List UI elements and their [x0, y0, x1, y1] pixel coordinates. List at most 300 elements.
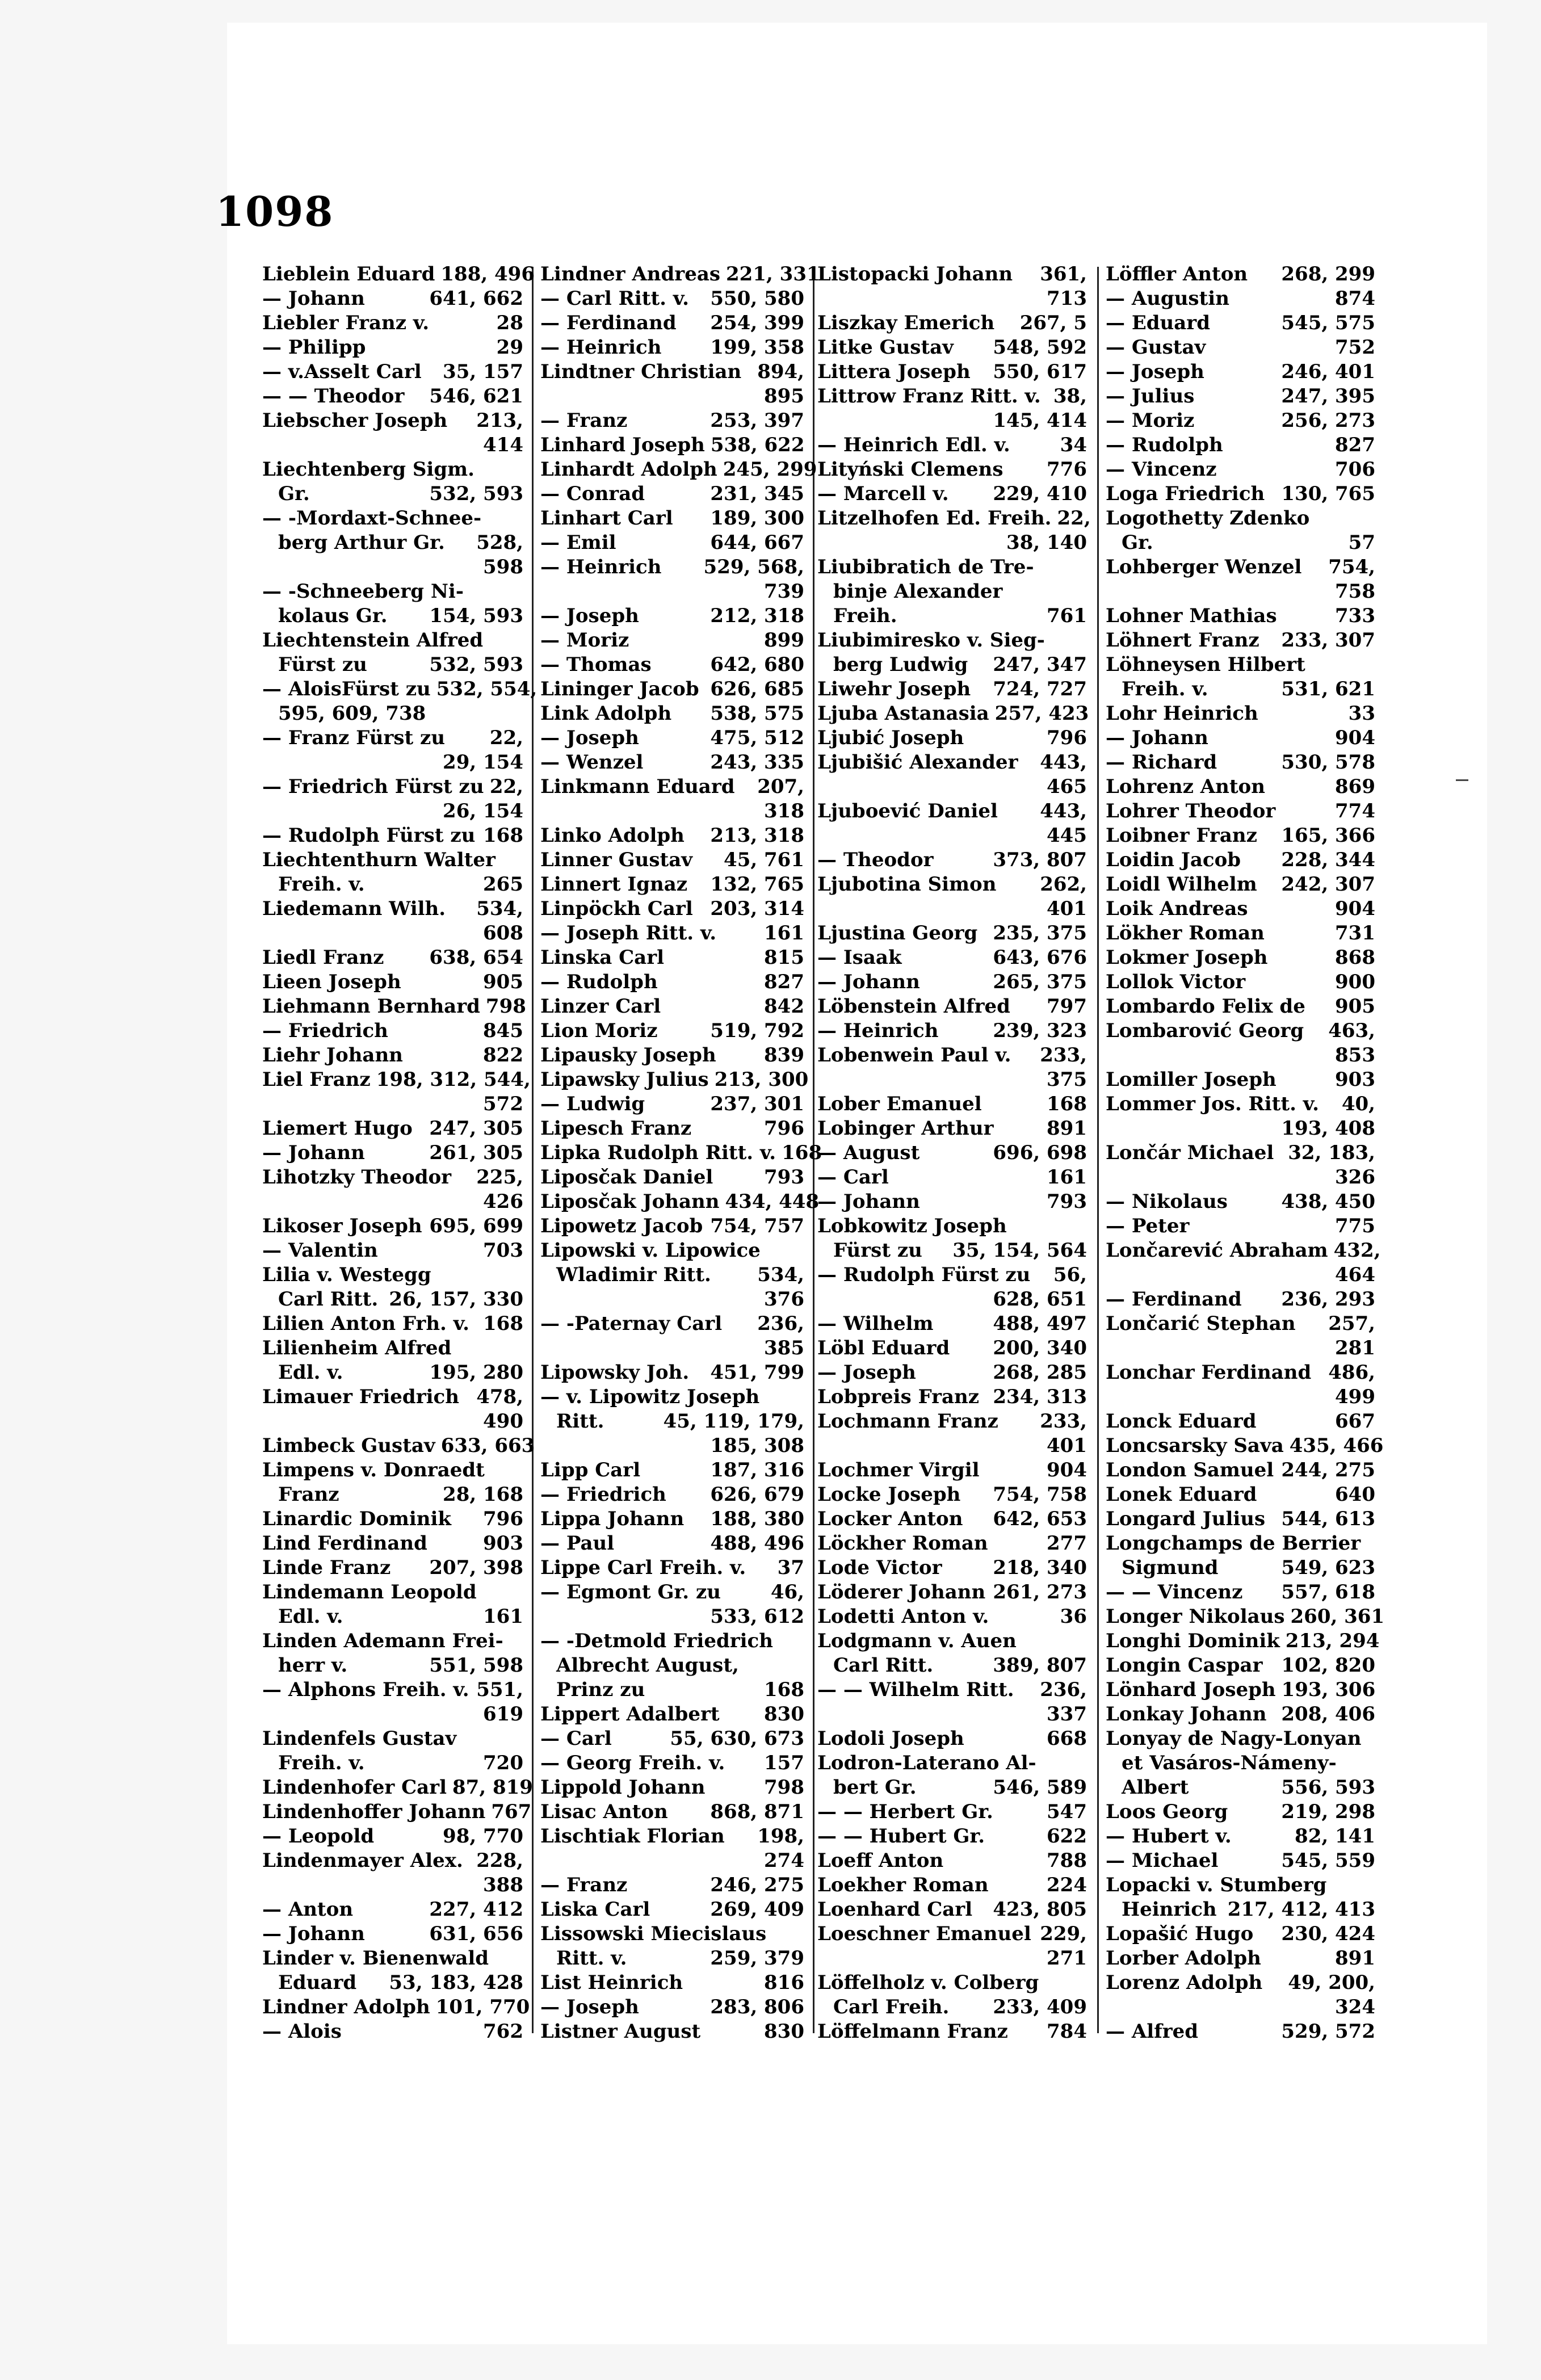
- entry-pages: 438, 450: [1281, 1190, 1375, 1213]
- index-entry: [262, 1385, 523, 1409]
- index-entry: [262, 506, 523, 531]
- entry-pages: 845: [483, 1019, 523, 1042]
- entry-name: Ljuba Astanasia: [817, 702, 989, 725]
- index-entry: [1106, 1580, 1375, 1605]
- index-entry: [262, 1800, 532, 1824]
- entry-pages: 26, 157, 330: [389, 1288, 523, 1311]
- index-entry: [540, 1702, 804, 1727]
- entry-pages: 49, 200,: [1288, 1971, 1375, 1994]
- entry-name: — Paul: [540, 1532, 615, 1555]
- entry-name: Lončarić Stephan: [1106, 1312, 1296, 1335]
- entry-name: Lohberger Wenzel: [1106, 556, 1302, 578]
- index-entry: [1106, 580, 1375, 604]
- index-entry: [817, 1239, 1087, 1263]
- entry-name: — — Wilhelm Ritt.: [817, 1678, 1014, 1701]
- entry-name: — Johann: [1106, 727, 1208, 749]
- index-entry: [817, 1361, 1087, 1385]
- index-entry: [540, 335, 804, 360]
- index-entry: [1106, 1092, 1375, 1116]
- index-entry: [540, 1483, 804, 1507]
- entry-name: berg Arthur Gr.: [278, 531, 445, 554]
- entry-name: Liedl Franz: [262, 946, 384, 969]
- entry-name: Limbeck Gustav: [262, 1434, 435, 1457]
- index-entry: [817, 457, 1087, 482]
- entry-name: Lonchar Ferdinand: [1106, 1361, 1312, 1384]
- index-entry: [540, 262, 820, 287]
- index-column-2: [540, 262, 822, 2101]
- entry-name: Linzer Carl: [540, 995, 661, 1018]
- entry-name: — Ludwig: [540, 1093, 645, 1115]
- index-entry: [1106, 1653, 1375, 1678]
- entry-pages: 695, 699: [429, 1215, 523, 1237]
- index-entry: [817, 1287, 1087, 1312]
- entry-name: Lindner Adolph: [262, 1996, 430, 2018]
- index-entry: [262, 848, 523, 872]
- index-entry: [262, 531, 523, 555]
- entry-name: Linardic Dominik: [262, 1508, 451, 1530]
- entry-pages: 268, 299: [1281, 263, 1375, 286]
- index-entry: [262, 775, 523, 799]
- entry-name: — Marcell v.: [817, 482, 949, 505]
- index-entry: [262, 555, 523, 580]
- index-entry: [1106, 1702, 1375, 1727]
- index-entry: [817, 1312, 1087, 1336]
- index-entry: [817, 555, 1087, 580]
- index-entry: [262, 1824, 523, 1849]
- entry-pages: 102, 820: [1281, 1654, 1375, 1677]
- entry-pages: 373, 807: [993, 849, 1087, 871]
- entry-pages: 622: [1047, 1825, 1087, 1848]
- entry-name: Litzelhofen Ed. Freih.: [817, 507, 1052, 530]
- entry-pages: 253, 397: [710, 409, 804, 432]
- entry-pages: 269, 409: [710, 1898, 804, 1921]
- entry-name: Lindenmayer Alex.: [262, 1849, 463, 1872]
- entry-name: Löbenstein Alfred: [817, 995, 1010, 1018]
- entry-pages: 894,: [757, 360, 804, 383]
- entry-pages: 793: [764, 1166, 804, 1189]
- index-entry: [540, 311, 804, 335]
- entry-name: Lodetti Anton v.: [817, 1605, 989, 1628]
- index-entry: [262, 1263, 523, 1287]
- entry-name: — August: [817, 1141, 920, 1164]
- index-entry: [262, 1068, 531, 1092]
- index-entry: [817, 653, 1087, 677]
- entry-pages: 545, 575: [1281, 312, 1375, 334]
- entry-name: Edl. v.: [278, 1361, 343, 1384]
- entry-name: Littrow Franz Ritt. v.: [817, 385, 1041, 408]
- entry-name: Liehmann Bernhard: [262, 995, 480, 1018]
- entry-name: Lindenhofer Carl: [262, 1776, 447, 1799]
- entry-name: — Johann: [262, 1141, 365, 1164]
- entry-pages: 228, 344: [1281, 849, 1375, 871]
- entry-pages: 375: [1047, 1068, 1087, 1091]
- entry-pages: 644, 667: [710, 531, 804, 554]
- entry-pages: 361,: [1040, 263, 1087, 286]
- margin-mark: [1456, 779, 1468, 781]
- entry-pages: 45, 119, 179,: [663, 1410, 804, 1433]
- entry-pages: 608: [483, 922, 523, 945]
- entry-name: — Conrad: [540, 482, 645, 505]
- entry-pages: 696, 698: [993, 1141, 1087, 1164]
- index-entry: [540, 750, 804, 775]
- entry-pages: 247, 347: [993, 653, 1087, 676]
- entry-pages: 87, 819: [452, 1776, 533, 1799]
- index-entry: [817, 1043, 1087, 1068]
- index-entry: [540, 1556, 804, 1580]
- entry-name: — Moriz: [1106, 409, 1195, 432]
- entry-name: Lilien Anton Frh. v.: [262, 1312, 469, 1335]
- index-entry: [817, 1824, 1087, 1849]
- index-entry: [817, 1971, 1087, 1995]
- entry-name: Lipawsky Julius: [540, 1068, 709, 1091]
- entry-name: Link Adolph: [540, 702, 672, 725]
- entry-name: Liubimiresko v. Sieg-: [817, 629, 1045, 652]
- index-entry: [262, 1727, 523, 1751]
- index-entry: [817, 775, 1087, 799]
- index-entry: [1106, 1824, 1375, 1849]
- entry-name: — Johann: [817, 1190, 920, 1213]
- index-entry: [817, 1605, 1087, 1629]
- entry-pages: 548, 592: [993, 336, 1087, 359]
- entry-pages: 758: [1335, 580, 1375, 603]
- entry-pages: 724, 727: [993, 678, 1087, 700]
- index-entry: [540, 994, 804, 1019]
- index-entry: [540, 1214, 804, 1239]
- entry-pages: 168: [483, 1312, 523, 1335]
- entry-name: Logothetty Zdenko: [1106, 507, 1310, 530]
- entry-pages: 642, 653: [993, 1508, 1087, 1530]
- entry-pages: 842: [764, 995, 804, 1018]
- index-entry: [262, 1165, 523, 1190]
- entry-pages: 244, 275: [1281, 1459, 1375, 1481]
- entry-name: Liposčak Johann: [540, 1190, 720, 1213]
- entry-name: Lochmer Virgil: [817, 1459, 980, 1481]
- index-entry: [262, 677, 538, 702]
- entry-pages: 242, 307: [1281, 873, 1375, 896]
- index-entry: [540, 872, 804, 897]
- index-entry: [540, 1775, 804, 1800]
- index-entry: [262, 1287, 523, 1312]
- entry-pages: 213, 300: [714, 1068, 809, 1091]
- entry-name: Lindenhoffer Johann: [262, 1800, 486, 1823]
- index-entry: [1106, 1165, 1375, 1190]
- entry-name: — Anton: [262, 1898, 354, 1921]
- index-entry: [262, 1312, 523, 1336]
- entry-pages: 900: [1335, 971, 1375, 993]
- index-entry: [817, 921, 1087, 946]
- index-entry: [1106, 1800, 1375, 1824]
- entry-name: Loeschner Emanuel: [817, 1923, 1031, 1945]
- entry-name: Liposčak Daniel: [540, 1166, 713, 1189]
- entry-pages: 899: [764, 629, 804, 652]
- entry-pages: 706: [1335, 458, 1375, 481]
- entry-name: Lobkowitz Joseph: [817, 1215, 1007, 1237]
- entry-pages: 35, 157: [443, 360, 523, 383]
- entry-name: — Alfred: [1106, 2020, 1199, 2043]
- entry-pages: 761: [1047, 605, 1087, 627]
- entry-name: Linde Franz: [262, 1556, 391, 1579]
- index-entry: [1106, 653, 1375, 677]
- index-entry: [262, 360, 523, 384]
- index-entry: [540, 848, 804, 872]
- entry-pages: 903: [483, 1532, 523, 1555]
- index-entry: [540, 1751, 804, 1775]
- index-entry: [1106, 287, 1375, 311]
- entry-pages: 246, 401: [1281, 360, 1375, 383]
- entry-name: Liebler Franz v.: [262, 312, 430, 334]
- index-entry: [1106, 1116, 1375, 1141]
- entry-name: — Carl: [540, 1727, 612, 1750]
- entry-pages: 488, 496: [710, 1532, 804, 1555]
- entry-pages: 157: [764, 1752, 804, 1774]
- index-entry: [540, 555, 804, 580]
- entry-name: — Heinrich: [817, 1019, 939, 1042]
- entry-name: Lönhard Joseph: [1106, 1678, 1276, 1701]
- index-entry: [1106, 750, 1375, 775]
- entry-name: — Leopold: [262, 1825, 375, 1848]
- entry-name: — Joseph: [817, 1361, 916, 1384]
- entry-name: Loidl Wilhelm: [1106, 873, 1257, 896]
- index-entry: [540, 1336, 804, 1361]
- index-entry: [817, 384, 1087, 409]
- index-entry: [817, 335, 1087, 360]
- entry-name: — Vincenz: [1106, 458, 1217, 481]
- entry-pages: 28: [496, 312, 523, 334]
- column-rule: [532, 267, 534, 2033]
- entry-name: Liubibratich de Tre-: [817, 556, 1034, 578]
- entry-pages: 713: [1047, 287, 1087, 310]
- entry-pages: 217, 412, 413: [1227, 1898, 1375, 1921]
- entry-pages: 189, 300: [710, 507, 804, 530]
- entry-pages: 132, 765: [710, 873, 804, 896]
- index-entry: [540, 1873, 804, 1898]
- entry-name: Liszkay Emerich: [817, 312, 995, 334]
- index-entry: [262, 872, 523, 897]
- entry-name: Lončarević Abraham: [1106, 1239, 1328, 1262]
- index-entry: [540, 824, 804, 848]
- entry-name: Longhi Dominik: [1106, 1630, 1280, 1652]
- index-entry: [817, 946, 1087, 970]
- index-entry: [1106, 1678, 1375, 1702]
- entry-pages: 212, 318: [710, 605, 804, 627]
- entry-name: — Wilhelm: [817, 1312, 934, 1335]
- entry-name: Linhart Carl: [540, 507, 673, 530]
- entry-pages: 46,: [770, 1581, 804, 1604]
- entry-pages: 277: [1047, 1532, 1087, 1555]
- entry-pages: 254, 399: [710, 312, 804, 334]
- entry-pages: 389, 807: [993, 1654, 1087, 1677]
- entry-name: — Alphons Freih. v.: [262, 1678, 469, 1701]
- entry-name: Liebscher Joseph: [262, 409, 448, 432]
- index-entry: [1106, 384, 1375, 409]
- entry-name: — Hubert v.: [1106, 1825, 1232, 1848]
- entry-pages: 22,: [1057, 507, 1091, 530]
- index-entry: [1106, 433, 1375, 457]
- index-entry: [262, 1629, 523, 1653]
- entry-pages: 869: [1335, 775, 1375, 798]
- index-entry: [817, 1556, 1087, 1580]
- entry-name: Lobenwein Paul v.: [817, 1044, 1011, 1067]
- index-entry: [1106, 1922, 1375, 1946]
- index-entry: [540, 433, 804, 457]
- entry-pages: 626, 685: [710, 678, 804, 700]
- entry-pages: 236, 293: [1281, 1288, 1375, 1311]
- entry-name: Ljubišić Alexander: [817, 751, 1018, 774]
- entry-name: Loos Georg: [1106, 1800, 1228, 1823]
- entry-name: Lipp Carl: [540, 1459, 641, 1481]
- entry-pages: 257,: [1328, 1312, 1375, 1335]
- entry-pages: 868: [1335, 946, 1375, 969]
- index-entry: [262, 1580, 523, 1605]
- index-entry: [1106, 457, 1375, 482]
- entry-pages: 529, 568,: [703, 556, 804, 578]
- entry-pages: 168: [1047, 1093, 1087, 1115]
- entry-name: Lippold Johann: [540, 1776, 706, 1799]
- entry-pages: 145, 414: [993, 409, 1087, 432]
- index-entry: [1106, 1141, 1375, 1165]
- index-entry: [262, 580, 523, 604]
- entry-name: — -Paternay Carl: [540, 1312, 723, 1335]
- index-entry: [1106, 994, 1375, 1019]
- entry-name: Lieen Joseph: [262, 971, 401, 993]
- index-entry: [1106, 335, 1375, 360]
- index-entry: [262, 1995, 530, 2020]
- index-entry: [1106, 726, 1375, 750]
- entry-name: Loidin Jacob: [1106, 849, 1241, 871]
- index-entry: [540, 580, 804, 604]
- entry-pages: 38,: [1053, 385, 1087, 408]
- entry-name: Ritt.: [556, 1410, 604, 1433]
- entry-name: — Nikolaus: [1106, 1190, 1228, 1213]
- index-entry: [1106, 921, 1375, 946]
- entry-pages: 199, 358: [710, 336, 804, 359]
- index-entry: [817, 872, 1087, 897]
- index-entry: [817, 1263, 1087, 1287]
- entry-name: — Friedrich: [540, 1483, 666, 1506]
- index-entry: [817, 360, 1087, 384]
- entry-pages: 532, 593: [429, 653, 523, 676]
- entry-name: 595, 609, 738: [278, 702, 426, 725]
- entry-name: — Friedrich: [262, 1019, 388, 1042]
- entry-name: — -Mordaxt-Schnee-: [262, 507, 482, 530]
- entry-name: Carl Ritt.: [278, 1288, 379, 1311]
- entry-pages: 774: [1335, 800, 1375, 822]
- entry-pages: 530, 578: [1281, 751, 1375, 774]
- index-entry: [1106, 1605, 1385, 1629]
- entry-pages: 239, 323: [993, 1019, 1087, 1042]
- index-entry: [262, 1043, 523, 1068]
- entry-pages: 230, 424: [1281, 1923, 1375, 1945]
- entry-pages: 36: [1060, 1605, 1087, 1628]
- index-entry: [540, 653, 804, 677]
- entry-name: Liemert Hugo: [262, 1117, 413, 1140]
- entry-pages: 218, 340: [993, 1556, 1087, 1579]
- entry-name: Lohrer Theodor: [1106, 800, 1276, 822]
- entry-pages: 891: [1047, 1117, 1087, 1140]
- entry-name: Linden Ademann Frei-: [262, 1630, 503, 1652]
- entry-name: Lobpreis Franz: [817, 1386, 980, 1408]
- index-entry: [540, 1800, 804, 1824]
- index-entry: [1106, 970, 1375, 994]
- index-entry: [817, 970, 1087, 994]
- index-entry: [817, 1092, 1087, 1116]
- entry-pages: 904: [1335, 897, 1375, 920]
- entry-name: Lonck Eduard: [1106, 1410, 1257, 1433]
- index-entry: [1106, 1239, 1381, 1263]
- entry-pages: 739: [764, 580, 804, 603]
- index-entry: [1106, 360, 1375, 384]
- entry-name: Lorenz Adolph: [1106, 1971, 1263, 1994]
- entry-name: — Theodor: [817, 849, 934, 871]
- entry-pages: 905: [483, 971, 523, 993]
- index-entry: [262, 1190, 523, 1214]
- index-entry: [817, 1141, 1087, 1165]
- entry-name: Loibner Franz: [1106, 824, 1257, 847]
- index-entry: [1106, 799, 1375, 824]
- entry-pages: 538, 622: [710, 434, 805, 456]
- entry-name: Lippa Johann: [540, 1508, 685, 1530]
- entry-name: Ljubotina Simon: [817, 873, 997, 896]
- entry-name: Lissowski Miecislaus: [540, 1923, 767, 1945]
- entry-name: — Heinrich Edl. v.: [817, 434, 1010, 456]
- entry-pages: 532, 593: [429, 482, 523, 505]
- entry-name: — Carl Ritt. v.: [540, 287, 690, 310]
- entry-pages: 784: [1047, 2020, 1087, 2043]
- entry-pages: 550, 617: [993, 360, 1087, 383]
- entry-pages: 38, 140: [1006, 531, 1087, 554]
- index-entry: [540, 531, 804, 555]
- entry-pages: 638, 654: [429, 946, 523, 969]
- index-entry: [1106, 555, 1375, 580]
- entry-pages: 274: [764, 1849, 804, 1872]
- entry-name: Longer Nikolaus: [1106, 1605, 1285, 1628]
- index-entry: [540, 1190, 820, 1214]
- index-entry: [262, 750, 523, 775]
- entry-name: — — Herbert Gr.: [817, 1800, 993, 1823]
- entry-name: Lind Ferdinand: [262, 1532, 427, 1555]
- entry-pages: 532, 554,: [436, 678, 538, 700]
- entry-name: — Joseph: [540, 727, 639, 749]
- entry-name: Ritt. v.: [556, 1947, 627, 1970]
- entry-pages: 260, 361: [1290, 1605, 1385, 1628]
- entry-pages: 385: [764, 1337, 804, 1359]
- entry-pages: 546, 621: [429, 385, 523, 408]
- entry-pages: 37: [777, 1556, 804, 1579]
- entry-pages: 82, 141: [1295, 1825, 1375, 1848]
- index-entry: [262, 1361, 523, 1385]
- index-entry: [1106, 1483, 1375, 1507]
- entry-pages: 213,: [476, 409, 523, 432]
- entry-pages: 326: [1335, 1166, 1375, 1189]
- entry-pages: 32, 183,: [1288, 1141, 1375, 1164]
- entry-name: Lopacki v. Stumberg: [1106, 1874, 1327, 1896]
- index-column-4: [1106, 262, 1385, 2101]
- index-entry: [540, 1531, 804, 1556]
- index-entry: [1106, 1361, 1375, 1385]
- index-entry: [817, 848, 1087, 872]
- index-entry: [262, 1971, 523, 1995]
- entry-pages: 775: [1335, 1215, 1375, 1237]
- entry-pages: 324: [1335, 1996, 1375, 2018]
- index-entry: [540, 1629, 804, 1653]
- entry-pages: 261, 273: [993, 1581, 1087, 1604]
- entry-name: — Richard: [1106, 751, 1217, 774]
- entry-pages: 168: [782, 1141, 822, 1164]
- entry-pages: 816: [764, 1971, 804, 1994]
- index-entry: [1106, 1385, 1375, 1409]
- entry-pages: 572: [483, 1093, 523, 1115]
- entry-pages: 904: [1335, 727, 1375, 749]
